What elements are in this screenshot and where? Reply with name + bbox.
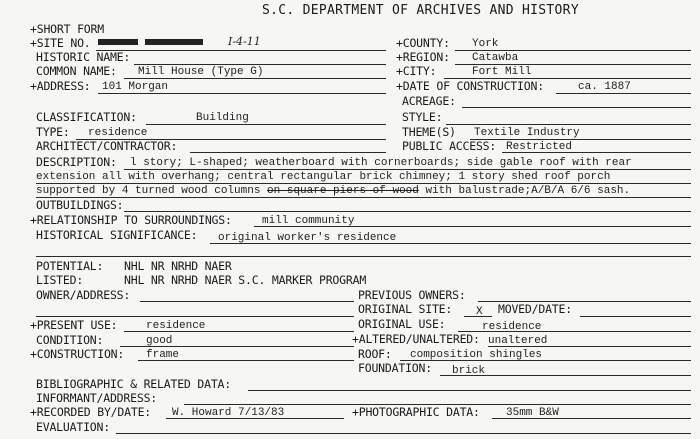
- construction-label: +CONSTRUCTION:: [30, 347, 125, 361]
- address-value: 101 Morgan: [102, 81, 169, 93]
- listed-label: LISTED:: [36, 273, 84, 287]
- description-line-3b: with balustrade;A/B/A 6/6 sash.: [425, 185, 631, 197]
- county-value: York: [472, 38, 499, 50]
- evaluation-label: EVALUATION:: [36, 420, 110, 434]
- bibliographic-label: BIBLIOGRAPHIC & RELATED DATA:: [36, 377, 231, 391]
- relationship-value: mill community: [262, 215, 355, 227]
- acreage-label: ACREAGE:: [402, 94, 456, 108]
- construction-value: frame: [146, 349, 180, 361]
- type-label: TYPE:: [36, 125, 70, 139]
- listed-options: NHL NR NRHD NAER S.C. MARKER PROGRAM: [124, 273, 367, 287]
- short-form-label: +SHORT FORM: [30, 22, 104, 36]
- description-line-1: l story; L-shaped; weatherboard with cornerboards; side gable roof with rear: [130, 157, 632, 169]
- moved-label: MOVED/DATE:: [498, 302, 572, 316]
- address-label: +ADDRESS:: [30, 79, 91, 93]
- site-no-redaction: [98, 37, 203, 50]
- description-label: DESCRIPTION:: [36, 155, 117, 169]
- significance-label: HISTORICAL SIGNIFICANCE:: [36, 228, 198, 242]
- theme-value: Textile Industry: [474, 127, 580, 139]
- common-name-label: COMMON NAME:: [36, 64, 117, 78]
- photographic-label: +PHOTOGRAPHIC DATA:: [352, 405, 480, 419]
- original-site-label: ORIGINAL SITE:: [358, 302, 453, 316]
- theme-label: THEME(S): [402, 125, 456, 139]
- original-use-label: ORIGINAL USE:: [358, 317, 446, 331]
- foundation-label: FOUNDATION:: [358, 361, 432, 375]
- classification-value: Building: [196, 112, 249, 124]
- potential-options: NHL NR NRHD NAER: [124, 259, 232, 273]
- outbuildings-label: OUTBUILDINGS:: [36, 198, 124, 212]
- owner-label: OWNER/ADDRESS:: [36, 288, 131, 302]
- potential-label: POTENTIAL:: [36, 259, 104, 273]
- present-use-value: residence: [146, 320, 206, 332]
- photographic-value: 35mm B&W: [506, 407, 559, 419]
- city-label: +CITY:: [396, 64, 437, 78]
- recorded-label: +RECORDED BY/DATE:: [30, 405, 152, 419]
- classification-label: CLASSIFICATION:: [36, 110, 137, 124]
- altered-label: +ALTERED/UNALTERED:: [352, 332, 480, 346]
- roof-value: composition shingles: [410, 349, 543, 361]
- original-site-value: X: [476, 306, 483, 318]
- county-label: +COUNTY:: [396, 36, 450, 50]
- condition-value: good: [146, 335, 173, 347]
- historic-name-label: HISTORIC NAME:: [36, 50, 131, 64]
- site-no-label: +SITE NO.: [30, 36, 91, 50]
- region-value: Catawba: [472, 52, 519, 64]
- description-strikeout: on square piers of wood: [267, 185, 419, 197]
- condition-label: CONDITION:: [36, 333, 104, 347]
- altered-value: unaltered: [488, 335, 548, 347]
- public-access-label: PUBLIC ACCESS:: [402, 139, 497, 153]
- architect-label: ARCHITECT/CONTRACTOR:: [36, 139, 178, 153]
- public-access-value: Restricted: [506, 141, 573, 153]
- roof-label: ROOF:: [358, 347, 392, 361]
- common-name-value: Mill House (Type G): [138, 66, 264, 78]
- page-title: S.C. DEPARTMENT OF ARCHIVES AND HISTORY: [262, 3, 579, 18]
- informant-label: INFORMANT/ADDRESS:: [36, 391, 158, 405]
- description-line-2: extension all with overhang; central rectangular brick chimney; 1 story shed roof porch: [36, 171, 611, 183]
- date-label: +DATE OF CONSTRUCTION:: [396, 79, 544, 93]
- city-value: Fort Mill: [472, 66, 532, 78]
- present-use-label: +PRESENT USE:: [30, 318, 118, 332]
- relationship-label: +RELATIONSHIP TO SURROUNDINGS:: [30, 213, 232, 227]
- significance-value: original worker's residence: [218, 232, 397, 244]
- foundation-value: brick: [452, 365, 486, 377]
- original-use-value: residence: [482, 321, 542, 333]
- recorded-value: W. Howard 7/13/83: [172, 407, 285, 419]
- site-no-value: I-4-11: [228, 35, 261, 48]
- type-value: residence: [88, 127, 148, 139]
- previous-owners-label: PREVIOUS OWNERS:: [358, 288, 466, 302]
- date-value: ca. 1887: [578, 81, 631, 93]
- style-label: STYLE:: [402, 110, 443, 124]
- description-line-3a: supported by 4 turned wood columns: [36, 185, 261, 197]
- region-label: +REGION:: [396, 50, 450, 64]
